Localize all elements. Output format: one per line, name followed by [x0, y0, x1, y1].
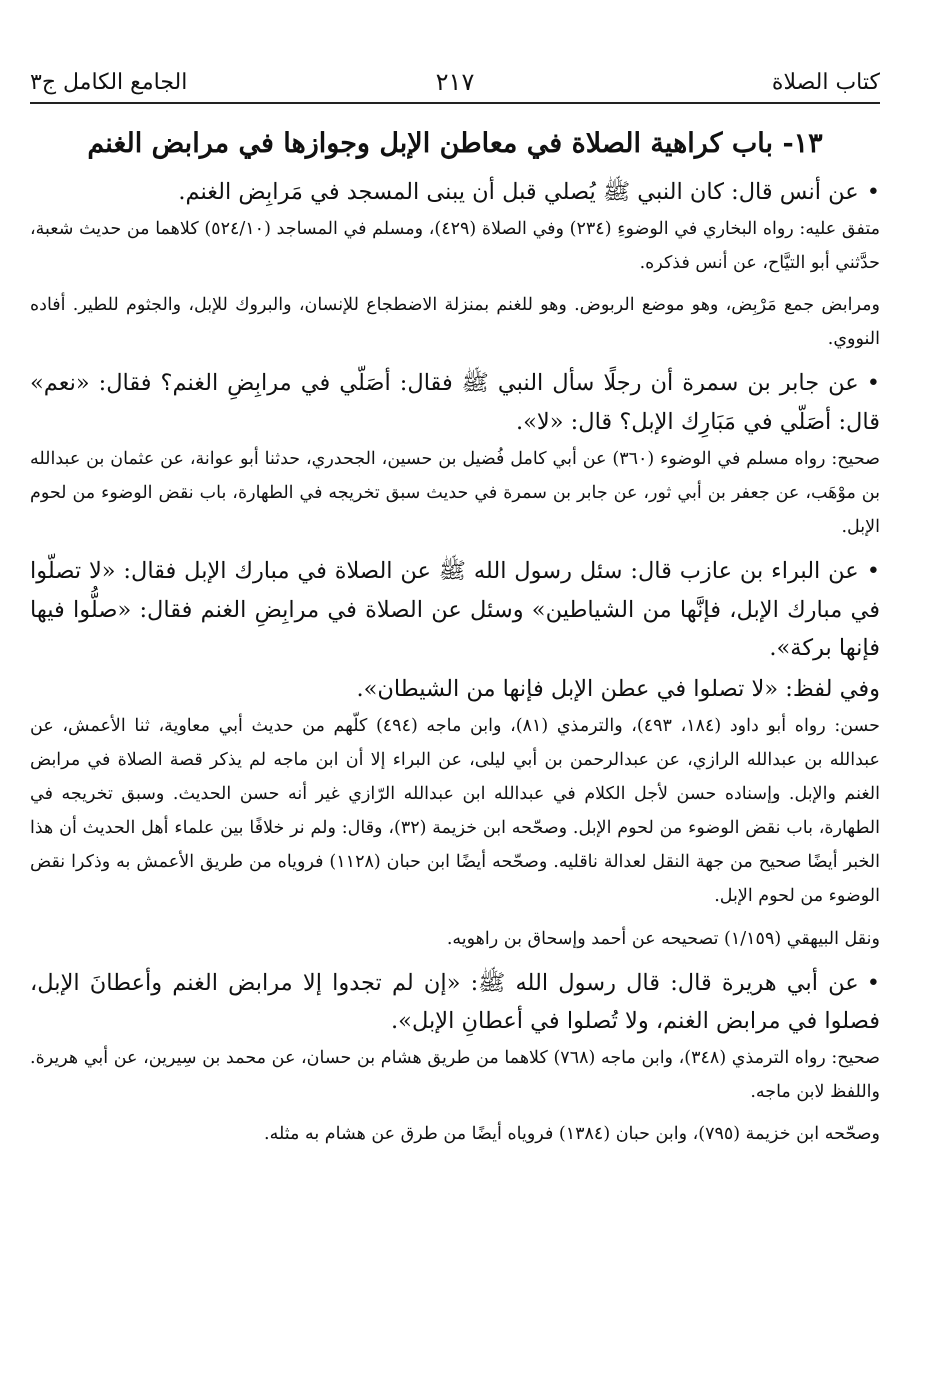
- commentary-paragraph: [30, 1117, 880, 1151]
- commentary-text: صحيح: رواه الترمذي (٣٤٨)، وابن ماجه (٧٦٨) كلاهما من طريق هشام بن حسان، عن محمد بن سِيرين، عن أبي هريرة. واللفظ لابن ماجه.: [30, 1048, 881, 1103]
- header-book-title: الجامع الكامل ج٣: [30, 70, 188, 95]
- hadith-text: عن جابر بن سمرة أن رجلًا سأل النبي ﷺ فقال: أصَلّي في مرابِضِ الغنم؟ فقال: «نعم» قال: أصَلّي في مَبَارِك الإبل؟ قال: «لا».: [30, 370, 880, 435]
- hadith-text: عن البراء بن عازب قال: سئل رسول الله ﷺ عن الصلاة في مبارك الإبل فقال: «لا تصلّوا في مبارك الإبل، فإنَّها من الشياطين» وسئل عن الصلاة في مرابِضِ الغنم فقال: «صلُّوا فيها فإنها بركة».: [30, 558, 880, 662]
- hadith-paragraph: [30, 173, 880, 212]
- commentary-text: حسن: رواه أبو داود (١٨٤، ٤٩٣)، والترمذي (٨١)، وابن ماجه (٤٩٤) كلّهم من حديث أبي معاوية، ثنا الأعمش، عن عبدالله بن عبدالله الرازي، عن عبدالرحمن بن أبي ليلى، عن البراء إلا أن ابن ماجه لم يذكر قصة الصلاة في مرابض الغنم والإبل. وإسناده حسن لأجل الكلام في عبدالله ابن عبدالله الرّازي غير أنه حسن الحديث. وسبق تخريجه في الطهارة، باب نقض الوضوء من لحوم الإبل. وصحّحه ابن خزيمة (٣٢)، وقال: ولم نر خلافًا بين علماء أهل الحديث أن هذا الخبر أيضًا صحيح من جهة النقل لعدالة ناقليه. وصحّحه أيضًا ابن حبان (١١٢٨) فروياه من طريق الأعمش به وذكرا نقض الوضوء من لحوم الإبل.: [30, 715, 880, 907]
- bullet-icon: •: [866, 969, 880, 996]
- bullet-icon: •: [866, 179, 880, 206]
- hadith-paragraph: [30, 364, 880, 441]
- bullet-icon: •: [866, 370, 880, 397]
- commentary-text: وصحّحه ابن خزيمة (٧٩٥)، وابن حبان (١٣٨٤) فروياه أيضًا من طرق عن هشام به مثله.: [264, 1124, 880, 1145]
- page-number: ٢١٧: [435, 68, 475, 96]
- commentary-text: متفق عليه: رواه البخاري في الوضوءِ (٢٣٤) وفي الصلاة (٤٢٩)، ومسلم في المساجد (٥٢٤/١٠) كلاهما من حديث شعبة، حدَّثني أبو التيَّاح، عن أنس فذكره.: [30, 218, 881, 273]
- page: [30, 62, 880, 1159]
- hadith-paragraph: [30, 670, 880, 709]
- commentary-paragraph: [30, 922, 880, 956]
- commentary-paragraph: [30, 442, 880, 544]
- commentary-paragraph: [30, 709, 880, 914]
- bullet-icon: •: [866, 558, 880, 585]
- hadith-paragraph: [30, 964, 880, 1041]
- commentary-text: ومرابض جمع مَرْبِض، وهو موضع الربوض. وهو للغنم بمنزلة الاضطجاع للإنسان، والبروك للإبل، والجثوم للطير. أفاده النووي.: [30, 295, 880, 350]
- page-content: [30, 173, 880, 1151]
- commentary-paragraph: [30, 288, 880, 356]
- commentary-text: ونقل البيهقي (١/١٥٩) تصحيحه عن أحمد وإسحاق بن راهويه.: [446, 928, 880, 949]
- chapter-title: ١٣- باب كراهية الصلاة في معاطن الإبل وجوازها في مرابض الغنم: [87, 128, 823, 159]
- commentary-paragraph: [30, 212, 880, 280]
- hadith-paragraph: [30, 552, 880, 668]
- running-header: [30, 62, 880, 104]
- hadith-text: وفي لفظ: «لا تصلوا في عطن الإبل فإنها من الشيطان».: [356, 676, 880, 703]
- commentary-paragraph: [30, 1041, 880, 1109]
- hadith-text: عن أبي هريرة قال: قال رسول الله ﷺ: «إن لم تجدوا إلا مرابض الغنم وأعطانَ الإبل، فصلوا في مرابض الغنم، ولا تُصلوا في أعطانِ الإبل».: [30, 969, 880, 1035]
- header-section-title: كتاب الصلاة: [771, 70, 880, 95]
- commentary-text: صحيح: رواه مسلم في الوضوء (٣٦٠) عن أبي كامل فُضيل بن حسين، الجحدري، حدثنا أبو عوانة، عن عثمان بن عبدالله بن موْهَب، عن جعفر بن أبي ثور، عن جابر بن سمرة في حديث سبق تخريجه في الطهارة، باب نقض الوضوء من لحوم الإبل.: [30, 448, 880, 537]
- hadith-text: عن أنس قال: كان النبي ﷺ يُصلي قبل أن يبنى المسجد في مَرابِض الغنم.: [178, 179, 859, 206]
